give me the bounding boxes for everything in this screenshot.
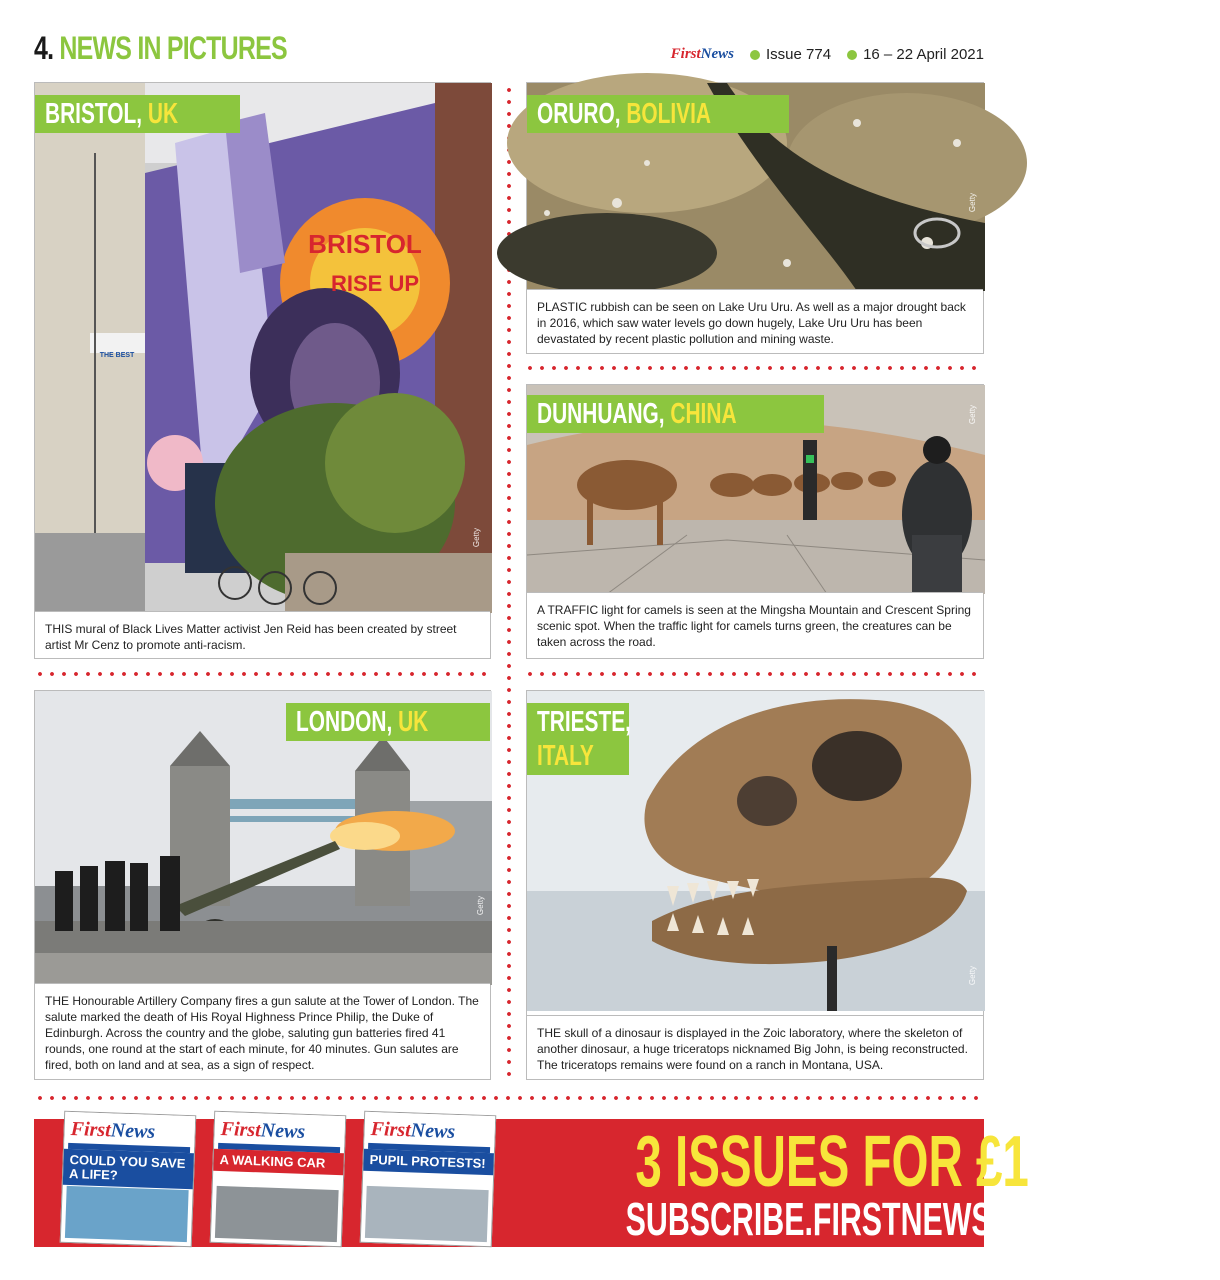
photo-credit: Getty bbox=[968, 965, 978, 986]
photo-panel-dunhuang bbox=[526, 384, 984, 659]
row-divider bbox=[34, 672, 494, 676]
location-tag-trieste: TRIESTE, ITALY bbox=[527, 703, 629, 775]
location-tag-bristol: BRISTOL, UK bbox=[35, 95, 240, 133]
magazine-cover bbox=[360, 1111, 497, 1248]
cover-masthead: FirstNews bbox=[64, 1112, 195, 1148]
location-tag-dunhuang: DUNHUANG, CHINA bbox=[527, 395, 824, 433]
shop-sign-text: THE BEST bbox=[99, 352, 135, 359]
row-divider bbox=[524, 366, 984, 370]
subscription-banner[interactable] bbox=[34, 1117, 1098, 1247]
cover-masthead: FirstNews bbox=[214, 1112, 345, 1148]
photo-panel-trieste bbox=[526, 690, 984, 1080]
row-divider bbox=[34, 1096, 984, 1100]
photo-panel-oruro bbox=[526, 82, 984, 354]
photo-credit: Getty bbox=[968, 404, 978, 425]
photo-caption: THIS mural of Black Lives Matter activist Jen Reid has been created by street artist Mr Cenz to promote anti-racism. bbox=[35, 611, 490, 658]
photo-caption: PLASTIC rubbish can be seen on Lake Uru Uru. As well as a major drought back in 2016, which saw water levels go down hugely, Lake Uru Uru has been devastated by recent plastic pollution and mining waste. bbox=[527, 289, 983, 353]
location-tag-london: LONDON, UK bbox=[286, 703, 490, 741]
row-divider bbox=[524, 672, 984, 676]
bullet-icon bbox=[847, 50, 857, 60]
mural-text: BRISTOL bbox=[308, 229, 422, 259]
bullet-icon bbox=[750, 50, 760, 60]
section-title bbox=[34, 30, 287, 67]
issue-info bbox=[671, 46, 984, 63]
photo-caption: A TRAFFIC light for camels is seen at the Mingsha Mountain and Crescent Spring scenic spot. When the traffic light for camels turns green, the creatures can be taken across the road. bbox=[527, 592, 983, 658]
issue-number: Issue 774 bbox=[766, 46, 832, 63]
photo-credit: Getty bbox=[472, 527, 482, 548]
subscribe-link[interactable]: SUBSCRIBE.FIRSTNEWS.CO.UK bbox=[625, 1193, 1098, 1245]
magazine-cover bbox=[210, 1111, 347, 1248]
photo-panel-london bbox=[34, 690, 491, 1080]
column-divider bbox=[507, 84, 511, 1080]
cover-masthead: FirstNews bbox=[364, 1112, 495, 1148]
photo-caption: THE Honourable Artillery Company fires a gun salute at the Tower of London. The salute marked the death of His Royal Highness Prince Philip, the Duke of Edinburgh. Across the country and the globe, saluting gun batteries fired 41 rounds, one round at the start of each minute, for 40 minutes. Gun salutes are fired, both on land and at sea, as a sign of respect. bbox=[35, 983, 490, 1079]
cover-image bbox=[65, 1186, 189, 1242]
photo-credit: Getty bbox=[968, 192, 978, 213]
location-tag-oruro: ORURO, BOLIVIA bbox=[527, 95, 789, 133]
page-number: 4. bbox=[34, 30, 54, 66]
photo-credit: Getty bbox=[476, 895, 486, 916]
photo-caption: THE skull of a dinosaur is displayed in the Zoic laboratory, where the skeleton of another dinosaur, a huge triceratops nicknamed Big John, is being reconstructed. The triceratops remains were found on a ranch in Montana, USA. bbox=[527, 1015, 983, 1079]
cover-image bbox=[365, 1186, 489, 1242]
section-title-text: NEWS IN PICTURES bbox=[59, 30, 287, 66]
cover-headline: COULD YOU SAVE A LIFE? bbox=[63, 1149, 194, 1190]
mural-text: RISE UP bbox=[330, 271, 420, 296]
issue-date: 16 – 22 April 2021 bbox=[863, 46, 984, 63]
brand-logo: FirstNews bbox=[670, 46, 735, 62]
cover-headline: A WALKING CAR bbox=[213, 1149, 344, 1176]
bristol-photo bbox=[35, 83, 490, 613]
cover-headline: PUPIL PROTESTS! bbox=[363, 1149, 494, 1176]
photo-panel-bristol bbox=[34, 82, 491, 659]
offer-headline: 3 ISSUES FOR £1 bbox=[635, 1122, 1029, 1202]
cover-image bbox=[215, 1186, 339, 1242]
magazine-cover bbox=[60, 1111, 197, 1248]
